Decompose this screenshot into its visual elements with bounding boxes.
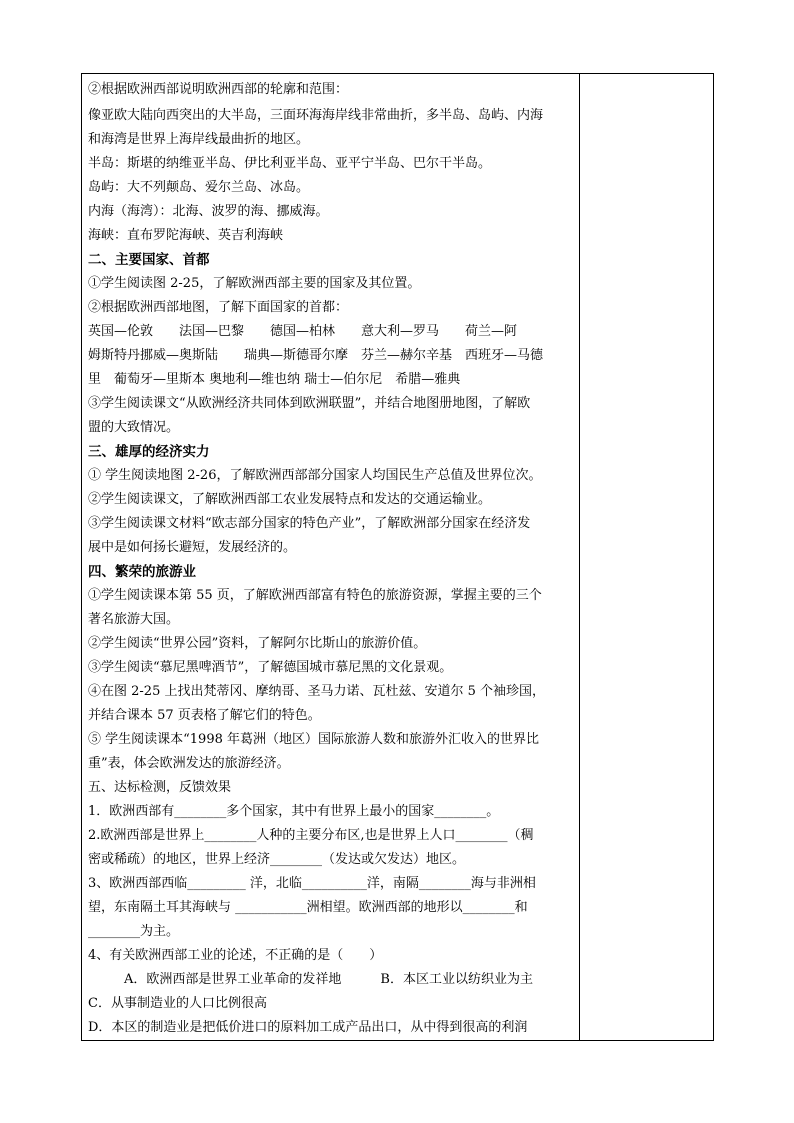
text-line: 内海（海湾）：北海、波罗的海、挪威海。 (88, 204, 329, 219)
text-line: ①学生阅读图 2-25，了解欧洲西部主要的国家及其位置。 (88, 276, 421, 291)
text-line: ⑤ 学生阅读课本“1998 年葛洲（地区）国际旅游人数和旅游外汇收入的世界比 (88, 732, 539, 747)
text-line: ③学生阅读课文“从欧洲经济共同体到欧洲联盟”，并结合地图册地图，了解欧 (88, 396, 531, 411)
text-line: 半岛：斯堪的纳维亚半岛、伊比利亚半岛、亚平宁半岛、巴尔干半岛。 (88, 156, 492, 171)
section-heading: 四、繁荣的旅游业 (88, 564, 196, 580)
answer-option: A．欧洲西部是世界工业革命的发祥地 B．本区工业以纺织业为主 (124, 972, 533, 987)
capital-line: 里 葡萄牙—里斯本 奥地利—维也纳 瑞士—伯尔尼 希腊—雅典 (88, 372, 461, 387)
text-line: 展中是如何扬长避短，发展经济的。 (88, 540, 297, 555)
main-content-cell (88, 76, 576, 1040)
question-line: 密或稀疏）的地区，世界上经济________（发达或欠发达）地区。 (88, 852, 466, 867)
section-heading: 五、达标检测，反馈效果 (88, 780, 232, 795)
text-line: ②根据欧洲西部说明欧洲西部的轮廓和范围： (88, 82, 349, 97)
question-line: 2.欧洲西部是世界上________人种的主要分布区,也是世界上人口________（稠 (88, 828, 534, 843)
text-line: ③学生阅读课文材料“欧志部分国家的特色产业”，了解欧洲部分国家在经济发 (88, 516, 531, 531)
text-line: 岛屿：大不列颠岛、爱尔兰岛、冰岛。 (88, 180, 310, 195)
text-line: 盟的大致情况。 (88, 420, 180, 435)
capital-line: 姆斯特丹挪威—奥斯陆 瑞典—斯德哥尔摩 芬兰—赫尔辛基 西班牙—马德 (88, 348, 544, 363)
text-line: 重”表，体会欧洲发达的旅游经济。 (88, 756, 290, 771)
question-line: 1．欧洲西部有________多个国家，其中有世界上最小的国家________。 (88, 804, 500, 819)
answer-option: C．从事制造业的人口比例很高 (88, 996, 267, 1011)
text-line: 和海湾是世界上海岸线最曲折的地区。 (88, 132, 310, 147)
text-line: 像亚欧大陆向西突出的大半岛，三面环海海岸线非常曲折，多半岛、岛屿、内海 (88, 108, 544, 123)
text-line: ②根据欧洲西部地图，了解下面国家的首都： (88, 300, 349, 315)
text-line: ③学生阅读“慕尼黑啤酒节”，了解德国城市慕尼黑的文化景观。 (88, 660, 453, 675)
text-line: ①学生阅读课本第 55 页，了解欧洲西部富有特色的旅游资源，掌握主要的三个 (88, 588, 542, 603)
question-line: 望，东南隔土耳其海峡与 ___________洲相望。欧洲西部的地形以________和 (88, 900, 528, 915)
text-line: ②学生阅读课文，了解欧洲西部工农业发展特点和发达的交通运输业。 (88, 492, 492, 507)
question-line: ________为主。 (88, 924, 180, 939)
text-line: 海峡：直布罗陀海峡、英吉利海峡 (88, 228, 284, 243)
text-line: 并结合课本 57 页表格了解它们的特色。 (88, 708, 321, 723)
question-line: 4、有关欧洲西部工业的论述，不正确的是（ ） (88, 948, 383, 963)
section-heading: 二、主要国家、首都 (88, 252, 210, 268)
text-line: ① 学生阅读地图 2-26，了解欧洲西部部分国家人均国民生产总值及世界位次。 (88, 468, 542, 483)
column-divider (579, 74, 580, 1040)
capital-line: 英国—伦敦 法国—巴黎 德国—柏林 意大利—罗马 荷兰—阿 (88, 324, 518, 339)
section-heading: 三、雄厚的经济实力 (88, 444, 210, 460)
question-line: 3、欧洲西部西临_________ 洋，北临__________洋，南隔________海与非洲相 (88, 876, 536, 891)
text-line: ④在图 2-25 上找出梵蒂冈、摩纳哥、圣马力诺、瓦杜兹、安道尔 5 个袖珍国， (88, 684, 546, 699)
text-line: 著名旅游大国。 (88, 612, 180, 627)
answer-option: D．本区的制造业是把低价进口的原料加工成产品出口，从中得到很高的利润 (88, 1020, 528, 1035)
text-line: ②学生阅读“世界公园”资料，了解阿尔比斯山的旅游价值。 (88, 636, 427, 651)
lesson-table (81, 73, 714, 1041)
